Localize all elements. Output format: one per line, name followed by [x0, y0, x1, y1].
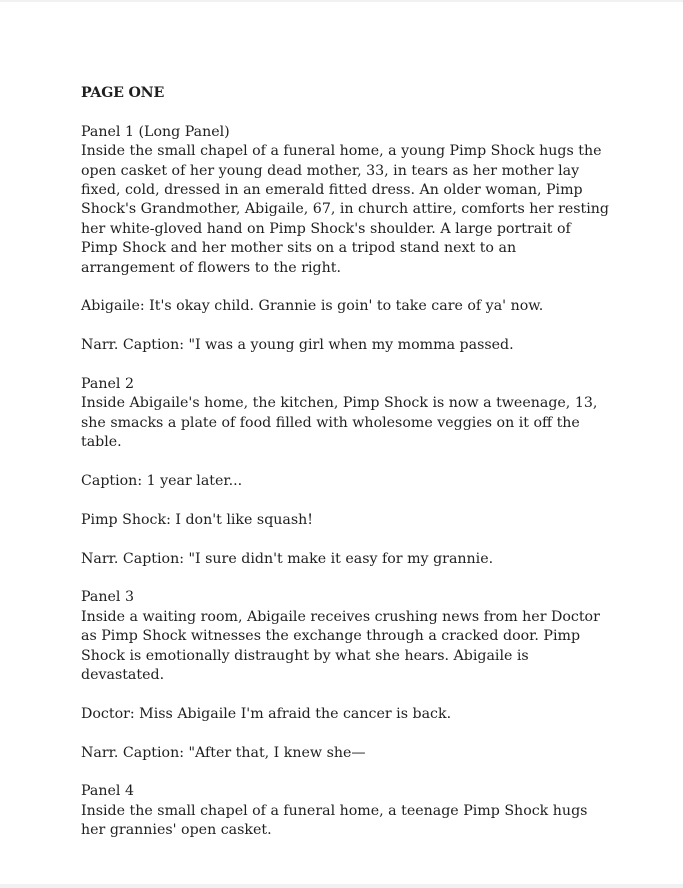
panel-2-description: Inside Abigaile's home, the kitchen, Pimp Shock is now a tweenage, 13, she smacks a plate of food filled with wholesome veggies on it off the table. — [81, 395, 598, 451]
panel-4-block — [81, 782, 611, 840]
dialogue-doctor: Doctor: Miss Abigaile I'm afraid the cancer is back. — [81, 705, 452, 722]
panel-2-heading: Panel 2 — [81, 376, 134, 393]
caption-time-skip: Caption: 1 year later... — [81, 473, 243, 490]
narration-caption-1: Narr. Caption: "I was a young girl when my momma passed. — [81, 337, 514, 354]
panel-2-block — [81, 375, 611, 453]
panel-3-description: Inside a waiting room, Abigaile receives crushing news from her Doctor as Pimp Shock witnesses the exchange through a cracked door. Pimp Shock is emotionally distraught by what she hears. Abigaile is devastated. — [81, 608, 600, 684]
narration-caption-2: Narr. Caption: "I sure didn't make it easy for my grannie. — [81, 550, 494, 567]
dialogue-abigaile: Abigaile: It's okay child. Grannie is goin' to take care of ya' now. — [81, 298, 544, 315]
panel-1-heading: Panel 1 (Long Panel) — [81, 123, 230, 140]
panel-3-heading: Panel 3 — [81, 589, 134, 606]
panel-3-block — [81, 588, 611, 685]
document-page — [0, 2, 683, 884]
page-title: PAGE ONE — [81, 85, 165, 101]
panel-4-heading: Panel 4 — [81, 783, 134, 800]
panel-1-description: Inside the small chapel of a funeral home, a young Pimp Shock hugs the open casket of her young dead mother, 33, in tears as her mother lay fixed, cold, dressed in an emerald fitted dress. An older woman, Pimp Shock's Grandmother, Abigaile, 67, in church attire, comforts her resting her white-gloved hand on Pimp Shock's shoulder. A large portrait of Pimp Shock and her mother sits on a tripod stand next to an arrangement of flowers to the right. — [81, 143, 609, 276]
panel-4-description: Inside the small chapel of a funeral home, a teenage Pimp Shock hugs her grannies' open casket. — [81, 802, 588, 839]
panel-1-block — [81, 123, 611, 278]
narration-caption-3: Narr. Caption: "After that, I knew she— — [81, 744, 366, 761]
dialogue-pimp-shock: Pimp Shock: I don't like squash! — [81, 511, 314, 528]
script-content — [81, 84, 611, 860]
